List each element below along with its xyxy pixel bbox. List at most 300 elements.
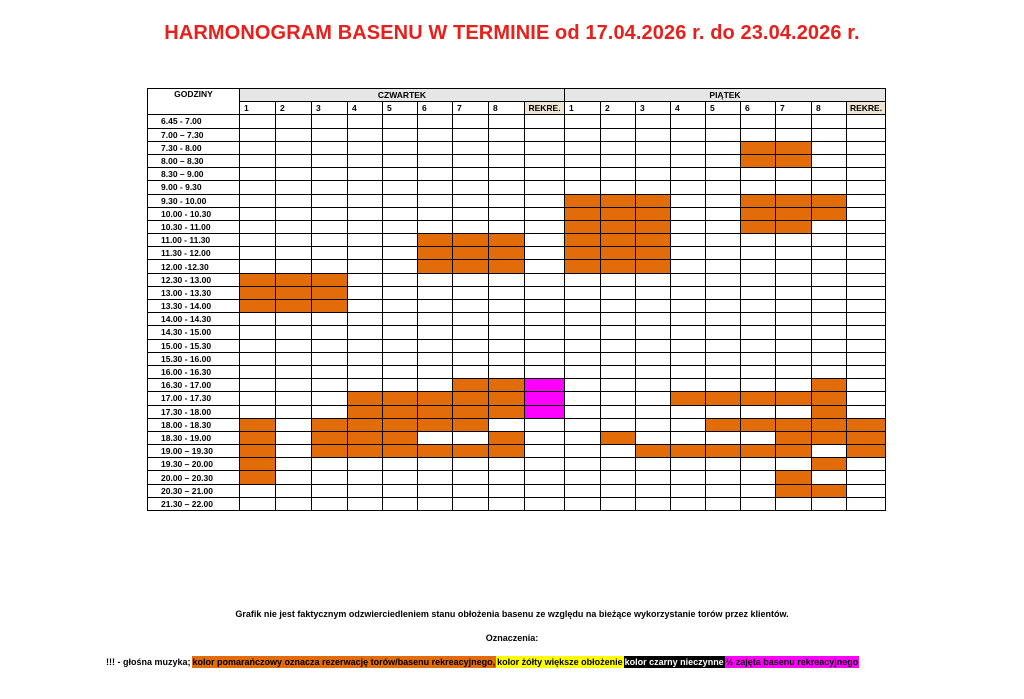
reserved-cell xyxy=(636,247,671,260)
free-cell xyxy=(706,286,741,299)
free-cell xyxy=(812,313,847,326)
reserved-cell xyxy=(776,471,812,484)
reserved-cell xyxy=(240,286,276,299)
reserved-cell xyxy=(565,260,601,273)
schedule-row xyxy=(148,115,886,128)
free-cell xyxy=(776,365,812,378)
free-cell xyxy=(565,365,601,378)
free-cell xyxy=(671,141,706,154)
free-cell xyxy=(706,220,741,233)
free-cell xyxy=(741,234,776,247)
free-cell xyxy=(348,313,383,326)
free-cell xyxy=(453,458,489,471)
free-cell xyxy=(565,497,601,510)
free-cell xyxy=(453,194,489,207)
time-slot-label: 13.30 - 14.00 xyxy=(148,300,240,313)
free-cell xyxy=(741,352,776,365)
free-cell xyxy=(565,339,601,352)
schedule-row xyxy=(148,207,886,220)
free-cell xyxy=(706,194,741,207)
free-cell xyxy=(565,168,601,181)
reserved-cell xyxy=(565,220,601,233)
reserved-cell xyxy=(453,392,489,405)
free-cell xyxy=(276,154,312,167)
free-cell xyxy=(776,168,812,181)
free-cell xyxy=(601,326,636,339)
reserved-cell xyxy=(812,194,847,207)
free-cell xyxy=(706,207,741,220)
schedule-row xyxy=(148,128,886,141)
free-cell xyxy=(383,497,418,510)
reserved-cell xyxy=(812,405,847,418)
time-slot-label: 16.30 - 17.00 xyxy=(148,379,240,392)
free-cell xyxy=(706,405,741,418)
free-cell xyxy=(383,128,418,141)
free-cell xyxy=(671,194,706,207)
free-cell xyxy=(348,194,383,207)
free-cell xyxy=(276,497,312,510)
free-cell xyxy=(383,220,418,233)
free-cell xyxy=(706,247,741,260)
free-cell xyxy=(276,352,312,365)
free-cell xyxy=(312,181,348,194)
free-cell xyxy=(812,115,847,128)
hours-column-header: GODZINY xyxy=(148,89,240,115)
reserved-cell xyxy=(812,207,847,220)
free-cell xyxy=(601,273,636,286)
free-cell xyxy=(418,194,453,207)
free-cell xyxy=(240,247,276,260)
time-slot-label: 11.30 - 12.00 xyxy=(148,247,240,260)
free-cell xyxy=(348,300,383,313)
free-cell xyxy=(383,339,418,352)
free-cell xyxy=(453,352,489,365)
reserved-cell xyxy=(776,220,812,233)
reserved-cell xyxy=(812,431,847,444)
free-cell xyxy=(706,154,741,167)
free-cell xyxy=(706,141,741,154)
day-header-friday: PIĄTEK xyxy=(565,89,886,102)
free-cell xyxy=(489,168,525,181)
free-cell xyxy=(312,115,348,128)
free-cell xyxy=(741,115,776,128)
free-cell xyxy=(671,313,706,326)
free-cell xyxy=(565,405,601,418)
free-cell xyxy=(636,392,671,405)
free-cell xyxy=(671,484,706,497)
free-cell xyxy=(240,234,276,247)
lane-header: 5 xyxy=(706,102,741,115)
free-cell xyxy=(489,339,525,352)
free-cell xyxy=(383,181,418,194)
free-cell xyxy=(489,365,525,378)
free-cell xyxy=(383,154,418,167)
free-cell xyxy=(601,379,636,392)
free-cell xyxy=(565,458,601,471)
free-cell xyxy=(671,286,706,299)
free-cell xyxy=(847,471,886,484)
time-slot-label: 17.00 - 17.30 xyxy=(148,392,240,405)
time-slot-label: 20.30 – 21.00 xyxy=(148,484,240,497)
free-cell xyxy=(383,207,418,220)
free-cell xyxy=(348,181,383,194)
free-cell xyxy=(383,234,418,247)
reserved-cell xyxy=(312,286,348,299)
free-cell xyxy=(312,379,348,392)
free-cell xyxy=(847,458,886,471)
free-cell xyxy=(601,141,636,154)
free-cell xyxy=(847,181,886,194)
schedule-row xyxy=(148,260,886,273)
free-cell xyxy=(601,128,636,141)
free-cell xyxy=(418,181,453,194)
free-cell xyxy=(525,194,565,207)
free-cell xyxy=(706,260,741,273)
reserved-cell xyxy=(276,286,312,299)
free-cell xyxy=(601,286,636,299)
free-cell xyxy=(671,207,706,220)
free-cell xyxy=(636,154,671,167)
free-cell xyxy=(636,128,671,141)
free-cell xyxy=(847,326,886,339)
free-cell xyxy=(741,339,776,352)
free-cell xyxy=(741,181,776,194)
reserved-cell xyxy=(348,445,383,458)
free-cell xyxy=(776,273,812,286)
legend-magenta-swatch: ½ zajęta basenu rekreacyjnego xyxy=(725,657,859,667)
free-cell xyxy=(453,220,489,233)
free-cell xyxy=(489,128,525,141)
free-cell xyxy=(565,128,601,141)
free-cell xyxy=(276,220,312,233)
free-cell xyxy=(741,405,776,418)
free-cell xyxy=(847,141,886,154)
free-cell xyxy=(276,379,312,392)
free-cell xyxy=(348,286,383,299)
free-cell xyxy=(601,300,636,313)
reserved-cell xyxy=(418,234,453,247)
free-cell xyxy=(601,418,636,431)
free-cell xyxy=(671,365,706,378)
schedule-row xyxy=(148,431,886,444)
free-cell xyxy=(525,128,565,141)
schedule-row xyxy=(148,300,886,313)
free-cell xyxy=(601,313,636,326)
free-cell xyxy=(525,352,565,365)
free-cell xyxy=(525,313,565,326)
free-cell xyxy=(847,497,886,510)
page-title: HARMONOGRAM BASENU W TERMINIE od 17.04.2026 r. do 23.04.2026 r. xyxy=(164,22,860,44)
free-cell xyxy=(312,220,348,233)
schedule-row xyxy=(148,234,886,247)
free-cell xyxy=(453,181,489,194)
free-cell xyxy=(276,365,312,378)
reserved-cell xyxy=(489,260,525,273)
reserved-cell xyxy=(312,418,348,431)
free-cell xyxy=(525,365,565,378)
free-cell xyxy=(741,431,776,444)
lane-header: 7 xyxy=(776,102,812,115)
free-cell xyxy=(276,128,312,141)
free-cell xyxy=(601,168,636,181)
free-cell xyxy=(453,339,489,352)
free-cell xyxy=(525,458,565,471)
free-cell xyxy=(525,220,565,233)
free-cell xyxy=(240,181,276,194)
free-cell xyxy=(812,220,847,233)
free-cell xyxy=(706,497,741,510)
free-cell xyxy=(276,458,312,471)
reserved-cell xyxy=(489,234,525,247)
free-cell xyxy=(636,300,671,313)
free-cell xyxy=(348,234,383,247)
free-cell xyxy=(276,168,312,181)
free-cell xyxy=(240,497,276,510)
free-cell xyxy=(847,300,886,313)
schedule-row xyxy=(148,339,886,352)
reserved-cell xyxy=(636,207,671,220)
reserved-cell xyxy=(601,247,636,260)
free-cell xyxy=(636,115,671,128)
free-cell xyxy=(418,458,453,471)
free-cell xyxy=(276,260,312,273)
free-cell xyxy=(812,168,847,181)
time-slot-label: 9.00 - 9.30 xyxy=(148,181,240,194)
free-cell xyxy=(453,471,489,484)
free-cell xyxy=(636,379,671,392)
free-cell xyxy=(453,273,489,286)
reserved-cell xyxy=(601,220,636,233)
free-cell xyxy=(565,418,601,431)
schedule-row xyxy=(148,181,886,194)
schedule-row xyxy=(148,497,886,510)
free-cell xyxy=(453,168,489,181)
free-cell xyxy=(418,352,453,365)
free-cell xyxy=(418,154,453,167)
reserved-cell xyxy=(240,300,276,313)
free-cell xyxy=(776,234,812,247)
free-cell xyxy=(348,128,383,141)
reserved-cell xyxy=(847,418,886,431)
lane-header: 1 xyxy=(565,102,601,115)
free-cell xyxy=(383,168,418,181)
free-cell xyxy=(418,128,453,141)
free-cell xyxy=(418,286,453,299)
free-cell xyxy=(276,115,312,128)
reserved-cell xyxy=(812,458,847,471)
free-cell xyxy=(706,313,741,326)
free-cell xyxy=(312,128,348,141)
reserved-cell xyxy=(489,247,525,260)
free-cell xyxy=(453,128,489,141)
free-cell xyxy=(383,484,418,497)
reserved-cell xyxy=(636,194,671,207)
reserved-cell xyxy=(776,141,812,154)
free-cell xyxy=(741,168,776,181)
free-cell xyxy=(812,300,847,313)
legend-black-swatch: kolor czarny nieczynne xyxy=(624,657,724,667)
free-cell xyxy=(706,326,741,339)
free-cell xyxy=(276,207,312,220)
free-cell xyxy=(276,194,312,207)
free-cell xyxy=(418,300,453,313)
free-cell xyxy=(847,260,886,273)
free-cell xyxy=(776,128,812,141)
free-cell xyxy=(565,286,601,299)
free-cell xyxy=(525,115,565,128)
free-cell xyxy=(240,392,276,405)
free-cell xyxy=(312,471,348,484)
free-cell xyxy=(383,352,418,365)
free-cell xyxy=(671,418,706,431)
free-cell xyxy=(312,497,348,510)
lane-header: REKRE. xyxy=(525,102,565,115)
free-cell xyxy=(240,484,276,497)
legend-heading: Oznaczenia: xyxy=(485,633,539,643)
reserved-cell xyxy=(706,418,741,431)
free-cell xyxy=(525,445,565,458)
free-cell xyxy=(348,352,383,365)
reserved-cell xyxy=(776,392,812,405)
lane-header: 3 xyxy=(312,102,348,115)
free-cell xyxy=(418,471,453,484)
free-cell xyxy=(776,352,812,365)
free-cell xyxy=(525,339,565,352)
free-cell xyxy=(276,418,312,431)
free-cell xyxy=(240,379,276,392)
free-cell xyxy=(601,339,636,352)
reserved-cell xyxy=(383,445,418,458)
free-cell xyxy=(418,220,453,233)
free-cell xyxy=(525,247,565,260)
free-cell xyxy=(312,339,348,352)
free-cell xyxy=(348,458,383,471)
free-cell xyxy=(276,141,312,154)
free-cell xyxy=(776,115,812,128)
free-cell xyxy=(240,405,276,418)
free-cell xyxy=(847,220,886,233)
free-cell xyxy=(453,431,489,444)
free-cell xyxy=(847,339,886,352)
free-cell xyxy=(240,141,276,154)
free-cell xyxy=(706,300,741,313)
free-cell xyxy=(348,339,383,352)
recreational-partial-cell xyxy=(525,405,565,418)
free-cell xyxy=(565,181,601,194)
reserved-cell xyxy=(312,300,348,313)
free-cell xyxy=(453,115,489,128)
free-cell xyxy=(383,115,418,128)
reserved-cell xyxy=(348,418,383,431)
time-slot-label: 10.30 - 11.00 xyxy=(148,220,240,233)
free-cell xyxy=(671,458,706,471)
reserved-cell xyxy=(565,207,601,220)
lane-header: 6 xyxy=(418,102,453,115)
lane-header: 4 xyxy=(671,102,706,115)
free-cell xyxy=(348,484,383,497)
lane-header: 4 xyxy=(348,102,383,115)
free-cell xyxy=(312,194,348,207)
free-cell xyxy=(418,326,453,339)
schedule-row xyxy=(148,405,886,418)
free-cell xyxy=(240,326,276,339)
free-cell xyxy=(601,445,636,458)
free-cell xyxy=(565,326,601,339)
reserved-cell xyxy=(741,141,776,154)
free-cell xyxy=(276,181,312,194)
reserved-cell xyxy=(636,445,671,458)
free-cell xyxy=(348,326,383,339)
reserved-cell xyxy=(776,154,812,167)
free-cell xyxy=(565,445,601,458)
time-slot-label: 13.00 - 13.30 xyxy=(148,286,240,299)
free-cell xyxy=(671,128,706,141)
reserved-cell xyxy=(847,445,886,458)
free-cell xyxy=(601,497,636,510)
free-cell xyxy=(276,405,312,418)
free-cell xyxy=(240,352,276,365)
free-cell xyxy=(418,365,453,378)
free-cell xyxy=(525,497,565,510)
free-cell xyxy=(776,260,812,273)
lane-header: 6 xyxy=(741,102,776,115)
free-cell xyxy=(565,154,601,167)
free-cell xyxy=(601,352,636,365)
free-cell xyxy=(601,405,636,418)
free-cell xyxy=(276,339,312,352)
free-cell xyxy=(525,471,565,484)
reserved-cell xyxy=(776,418,812,431)
free-cell xyxy=(489,220,525,233)
reserved-cell xyxy=(565,194,601,207)
free-cell xyxy=(847,168,886,181)
free-cell xyxy=(847,207,886,220)
free-cell xyxy=(847,234,886,247)
free-cell xyxy=(312,392,348,405)
schedule-row xyxy=(148,168,886,181)
free-cell xyxy=(847,365,886,378)
free-cell xyxy=(489,326,525,339)
time-slot-label: 16.00 - 16.30 xyxy=(148,365,240,378)
time-slot-label: 21.30 – 22.00 xyxy=(148,497,240,510)
free-cell xyxy=(671,326,706,339)
free-cell xyxy=(525,207,565,220)
free-cell xyxy=(525,300,565,313)
free-cell xyxy=(565,471,601,484)
free-cell xyxy=(601,154,636,167)
reserved-cell xyxy=(741,220,776,233)
reserved-cell xyxy=(489,405,525,418)
free-cell xyxy=(418,484,453,497)
free-cell xyxy=(671,300,706,313)
free-cell xyxy=(383,286,418,299)
free-cell xyxy=(276,313,312,326)
schedule-row xyxy=(148,471,886,484)
reserved-cell xyxy=(418,418,453,431)
reserved-cell xyxy=(418,392,453,405)
schedule-row xyxy=(148,418,886,431)
free-cell xyxy=(240,115,276,128)
free-cell xyxy=(847,286,886,299)
schedule-row xyxy=(148,326,886,339)
free-cell xyxy=(812,497,847,510)
free-cell xyxy=(636,168,671,181)
free-cell xyxy=(383,326,418,339)
free-cell xyxy=(453,154,489,167)
free-cell xyxy=(636,339,671,352)
free-cell xyxy=(847,405,886,418)
free-cell xyxy=(489,300,525,313)
